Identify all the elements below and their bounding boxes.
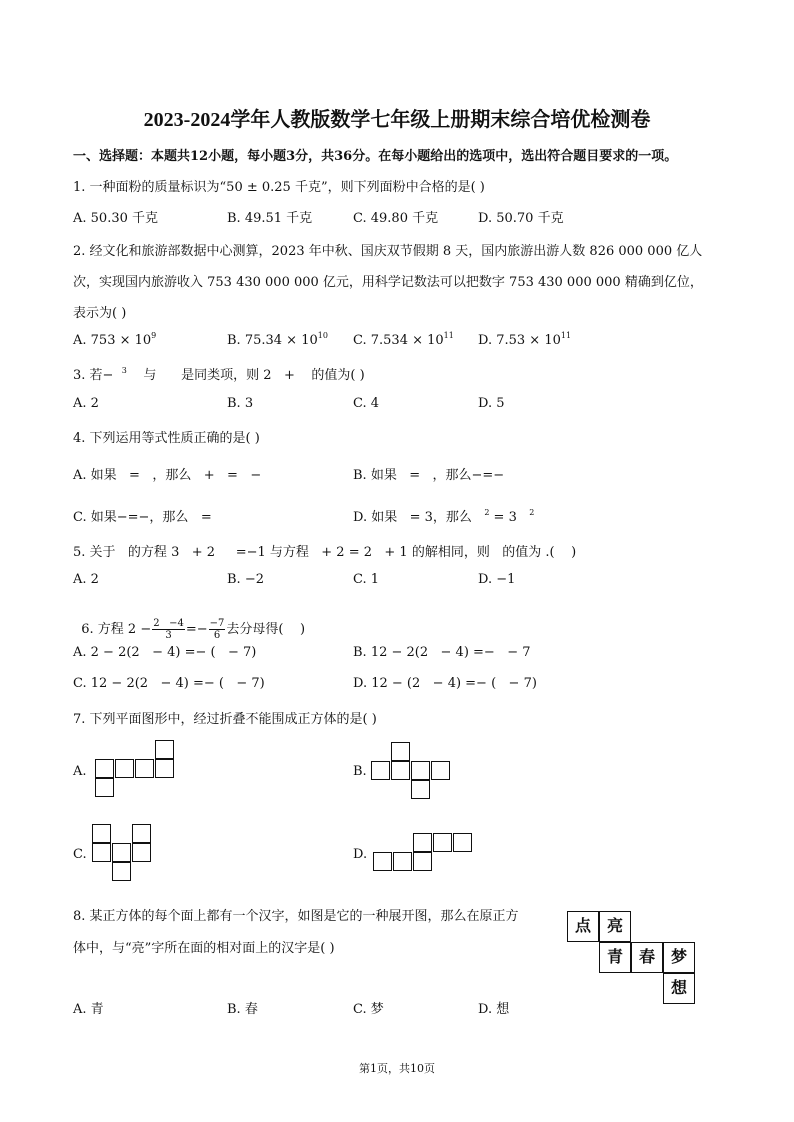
q4-option-a: A. 如果 = ，那么 + = − — [73, 468, 262, 483]
q1-option-a: A. 50.30 千克 — [73, 211, 159, 226]
question-8-line-2: 体中，与“亮”字所在面的相对面上的汉字是( ) — [73, 941, 335, 956]
question-6-stem: 6. 方程 2 − $\frac{2 -4}{3}$ =− $\frac{-7}{6}$ 去分母得( ) — [81, 618, 306, 641]
net-cell-liang: 亮 — [599, 911, 631, 942]
q6-option-a: A. 2 − 2(2 − 4) =− ( − 7) — [73, 645, 257, 660]
question-2-line-1: 2. 经文化和旅游部数据中心测算，2023 年中秋、国庆双节假期 8 天，国内旅游出游人数 826 000 000 亿人 — [73, 244, 703, 259]
question-4-stem: 4. 下列运用等式性质正确的是( ) — [73, 431, 260, 446]
q3-option-b: B. 3 — [227, 396, 254, 411]
net-cell-xiang: 想 — [663, 973, 695, 1004]
page-footer: 第1页，共10页 — [359, 1062, 435, 1075]
q3-option-a: A. 2 — [73, 396, 99, 411]
net-cell-chun: 春 — [631, 942, 663, 973]
page-title: 2023-2024学年人教版数学七年级上册期末综合培优检测卷 — [143, 109, 651, 131]
q5-option-c: C. 1 — [353, 572, 380, 587]
q4-option-d: D. 如果 = 3，那么 $^2$ = 3 $^2$ — [353, 508, 535, 525]
net-cell-dian: 点 — [567, 911, 599, 942]
question-2-line-2: 次，实现国内旅游收入 753 430 000 000 亿元，用科学记数法可以把数字 753 430 000 000 精确到亿位， — [73, 275, 703, 290]
q5-option-b: B. −2 — [227, 572, 264, 587]
q3-option-d: D. 5 — [478, 396, 505, 411]
q2-option-c: C. $7.534 \times 10^{11}$ — [353, 331, 454, 348]
q7-option-c: C. — [73, 847, 87, 862]
net-cell-qing: 青 — [599, 942, 631, 973]
question-1-stem: 1. 一种面粉的质量标识为“50 ± 0.25 千克”，则下列面粉中合格的是( ) — [73, 180, 485, 195]
question-3-stem: 3. 若− $^3$ 与 是同类项，则 2 + 的值为( ) — [73, 366, 365, 383]
section-heading: 一、选择题：本题共12小题，每小题3分，共36分。在每小题给出的选项中，选出符合题目要求的一项。 — [73, 149, 678, 164]
q6-option-d: D. 12 − (2 − 4) =− ( − 7) — [353, 676, 537, 691]
q1-option-c: C. 49.80 千克 — [353, 211, 439, 226]
fraction-1: $\frac{2 -4}{3}$ — [153, 618, 184, 641]
q3-option-c: C. 4 — [353, 396, 380, 411]
question-8-line-1: 8. 某正方体的每个面上都有一个汉字，如图是它的一种展开图，那么在原正方 — [73, 909, 519, 924]
fraction-2: $\frac{-7}{6}$ — [209, 618, 225, 641]
q8-option-a: A. 青 — [73, 1002, 104, 1017]
q5-option-d: D. −1 — [478, 572, 516, 587]
question-2-line-3: 表示为( ) — [73, 306, 127, 321]
q1-option-b: B. 49.51 千克 — [227, 211, 313, 226]
q8-option-d: D. 想 — [478, 1002, 510, 1017]
question-7-stem: 7. 下列平面图形中，经过折叠不能围成正方体的是( ) — [73, 712, 377, 727]
q8-option-b: B. 春 — [227, 1002, 258, 1017]
net-cell-meng: 梦 — [663, 942, 695, 973]
q8-option-c: C. 梦 — [353, 1002, 384, 1017]
q2-option-a: A. $753 \times 10^9$ — [73, 331, 157, 348]
q7-option-d: D. — [353, 847, 368, 862]
q2-option-d: D. $7.53 \times 10^{11}$ — [478, 331, 572, 348]
q2-option-b: B. $75.34 \times 10^{10}$ — [227, 331, 328, 348]
q7-option-a: A. — [73, 764, 87, 779]
q6-option-c: C. 12 − 2(2 − 4) =− ( − 7) — [73, 676, 265, 691]
q5-option-a: A. 2 — [73, 572, 99, 587]
q7-option-b: B. — [353, 764, 367, 779]
q4-option-c: C. 如果−=−，那么 = — [73, 510, 212, 525]
q4-option-b: B. 如果 = ，那么−=− — [353, 468, 505, 483]
q6-option-b: B. 12 − 2(2 − 4) =− − 7 — [353, 645, 531, 660]
q1-option-d: D. 50.70 千克 — [478, 211, 564, 226]
question-5-stem: 5. 关于 的方程 3 + 2 =−1 与方程 + 2 = 2 + 1 的解相同，则 的值为 .( ) — [73, 545, 577, 560]
